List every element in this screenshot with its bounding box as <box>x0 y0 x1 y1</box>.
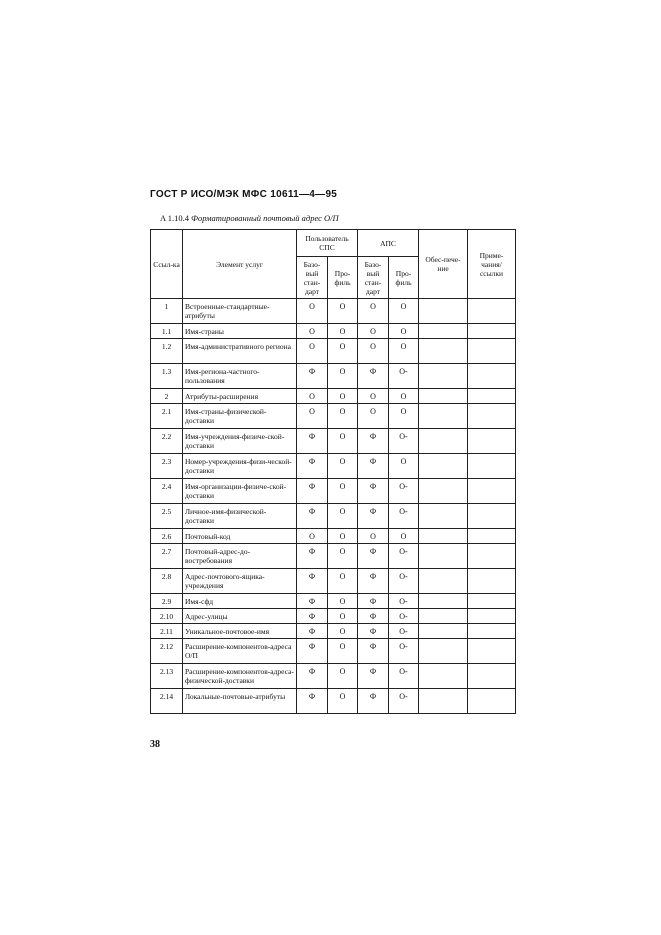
table-row <box>151 429 516 454</box>
header-provision: Обес-пече-ние <box>419 230 468 299</box>
row-element: Адрес-почтового-ящика-учреждения <box>183 569 297 594</box>
notes-cell <box>468 569 516 594</box>
caption-number: A 1.10.4 <box>160 213 190 223</box>
user-base-value: Ф <box>297 504 328 529</box>
user-base-value: Ф <box>297 594 328 609</box>
ans-base-value: O <box>358 324 389 339</box>
user-profile-value: O <box>328 404 358 429</box>
provision-cell <box>419 544 468 569</box>
user-base-value: O <box>297 389 328 404</box>
caption-text: Форматированный почтовый адрес О/П <box>191 213 339 223</box>
ans-base-value: O <box>358 404 389 429</box>
ans-base-value: Ф <box>358 594 389 609</box>
user-profile-value: O <box>328 529 358 544</box>
row-ref: 2.11 <box>151 624 183 639</box>
page-number: 38 <box>150 739 160 750</box>
row-element: Расширение-компонентов-адреса О/П <box>183 639 297 664</box>
user-base-value: O <box>297 404 328 429</box>
row-ref: 2.1 <box>151 404 183 429</box>
row-ref: 1.1 <box>151 324 183 339</box>
table-row <box>151 299 516 324</box>
user-profile-value: O <box>328 299 358 324</box>
user-profile-value: O <box>328 504 358 529</box>
row-ref: 2.6 <box>151 529 183 544</box>
provision-cell <box>419 299 468 324</box>
user-base-value: O <box>297 529 328 544</box>
row-element: Имя-страны-физической-доставки <box>183 404 297 429</box>
user-base-value: Ф <box>297 429 328 454</box>
provision-cell <box>419 609 468 624</box>
notes-cell <box>468 664 516 689</box>
ans-base-value: Ф <box>358 639 389 664</box>
table-row <box>151 664 516 689</box>
user-base-value: O <box>297 339 328 364</box>
ans-base-value: Ф <box>358 664 389 689</box>
table-row <box>151 529 516 544</box>
notes-cell <box>468 529 516 544</box>
row-element: Почтовый-код <box>183 529 297 544</box>
provision-cell <box>419 429 468 454</box>
user-profile-value: O <box>328 689 358 714</box>
ans-profile-value: O- <box>389 479 419 504</box>
table-caption <box>160 213 339 223</box>
row-ref: 1 <box>151 299 183 324</box>
notes-cell <box>468 324 516 339</box>
ans-profile-value: O <box>389 339 419 364</box>
provision-cell <box>419 664 468 689</box>
row-element: Имя-сфд <box>183 594 297 609</box>
header-ans-profile: Про-филь <box>389 257 419 299</box>
row-ref: 1.3 <box>151 364 183 389</box>
provision-cell <box>419 689 468 714</box>
provision-cell <box>419 569 468 594</box>
ans-profile-value: O- <box>389 504 419 529</box>
user-base-value: Ф <box>297 609 328 624</box>
user-profile-value: O <box>328 594 358 609</box>
ans-base-value: O <box>358 529 389 544</box>
notes-cell <box>468 389 516 404</box>
row-ref: 2.7 <box>151 544 183 569</box>
notes-cell <box>468 639 516 664</box>
row-ref: 2.5 <box>151 504 183 529</box>
ans-profile-value: O- <box>389 594 419 609</box>
table-row <box>151 454 516 479</box>
notes-cell <box>468 609 516 624</box>
provision-cell <box>419 639 468 664</box>
provision-cell <box>419 594 468 609</box>
table-row <box>151 389 516 404</box>
table-row <box>151 404 516 429</box>
user-profile-value: O <box>328 479 358 504</box>
table-row <box>151 324 516 339</box>
provision-cell <box>419 364 468 389</box>
user-profile-value: O <box>328 569 358 594</box>
header-user-base: Базо-вый стан-дарт <box>297 257 328 299</box>
table-row <box>151 569 516 594</box>
notes-cell <box>468 339 516 364</box>
notes-cell <box>468 404 516 429</box>
notes-cell <box>468 299 516 324</box>
provision-cell <box>419 454 468 479</box>
user-base-value: O <box>297 299 328 324</box>
user-profile-value: O <box>328 664 358 689</box>
row-element: Атрибуты-расширения <box>183 389 297 404</box>
ans-profile-value: O <box>389 299 419 324</box>
row-element: Почтовый-адрес-до-востребования <box>183 544 297 569</box>
ans-profile-value: O- <box>389 609 419 624</box>
provision-cell <box>419 389 468 404</box>
row-element: Личное-имя-физической-доставки <box>183 504 297 529</box>
row-element: Локальные-почтовые-атрибуты <box>183 689 297 714</box>
ans-profile-value: O- <box>389 624 419 639</box>
row-ref: 2.4 <box>151 479 183 504</box>
ans-base-value: Ф <box>358 544 389 569</box>
header-element: Элемент услуг <box>183 230 297 299</box>
table-row <box>151 364 516 389</box>
notes-cell <box>468 504 516 529</box>
ans-profile-value: O- <box>389 639 419 664</box>
table-row <box>151 339 516 364</box>
notes-cell <box>468 479 516 504</box>
table-row <box>151 609 516 624</box>
user-profile-value: O <box>328 639 358 664</box>
user-profile-value: O <box>328 324 358 339</box>
user-base-value: Ф <box>297 624 328 639</box>
table-row <box>151 504 516 529</box>
user-base-value: Ф <box>297 364 328 389</box>
row-ref: 2.13 <box>151 664 183 689</box>
header-ans-group: АПС <box>358 230 419 257</box>
header-notes: Приме-чания/ ссылки <box>468 230 516 299</box>
notes-cell <box>468 689 516 714</box>
row-ref: 1.2 <box>151 339 183 364</box>
ans-profile-value: O <box>389 454 419 479</box>
ans-profile-value: O <box>389 389 419 404</box>
provision-cell <box>419 624 468 639</box>
user-profile-value: O <box>328 544 358 569</box>
ans-base-value: Ф <box>358 364 389 389</box>
user-base-value: Ф <box>297 454 328 479</box>
row-element: Номер-учреждения-физи-ческой-доставки <box>183 454 297 479</box>
ans-base-value: Ф <box>358 609 389 624</box>
header-user-profile: Про-филь <box>328 257 358 299</box>
user-profile-value: O <box>328 609 358 624</box>
row-element: Имя-учреждения-физиче-ской-доставки <box>183 429 297 454</box>
notes-cell <box>468 429 516 454</box>
provision-cell <box>419 504 468 529</box>
row-element: Расширение-компонентов-адреса-физической-доставки <box>183 664 297 689</box>
ans-profile-value: O- <box>389 689 419 714</box>
user-base-value: Ф <box>297 664 328 689</box>
row-ref: 2.14 <box>151 689 183 714</box>
row-element: Встроенные-стандартные-атрибуты <box>183 299 297 324</box>
ans-profile-value: O- <box>389 544 419 569</box>
user-base-value: Ф <box>297 689 328 714</box>
ans-base-value: Ф <box>358 504 389 529</box>
table-row <box>151 624 516 639</box>
ans-base-value: O <box>358 389 389 404</box>
row-element: Имя-организации-физиче-ской-доставки <box>183 479 297 504</box>
table-row <box>151 479 516 504</box>
user-profile-value: O <box>328 339 358 364</box>
header-user-group: Пользователь СПС <box>297 230 358 257</box>
user-profile-value: O <box>328 429 358 454</box>
ans-base-value: Ф <box>358 454 389 479</box>
user-base-value: O <box>297 324 328 339</box>
document-title: ГОСТ Р ИСО/МЭК МФС 10611—4—95 <box>150 189 338 200</box>
table-row <box>151 639 516 664</box>
user-profile-value: O <box>328 364 358 389</box>
provision-cell <box>419 324 468 339</box>
table-row <box>151 594 516 609</box>
ans-profile-value: O- <box>389 429 419 454</box>
row-ref: 2.2 <box>151 429 183 454</box>
user-base-value: Ф <box>297 569 328 594</box>
notes-cell <box>468 364 516 389</box>
row-ref: 2.9 <box>151 594 183 609</box>
header-ref: Ссыл-ка <box>151 230 183 299</box>
row-ref: 2.12 <box>151 639 183 664</box>
row-ref: 2.8 <box>151 569 183 594</box>
user-base-value: Ф <box>297 639 328 664</box>
notes-cell <box>468 594 516 609</box>
row-element: Имя-страны <box>183 324 297 339</box>
provision-cell <box>419 479 468 504</box>
user-base-value: Ф <box>297 544 328 569</box>
ans-profile-value: O <box>389 529 419 544</box>
table-row <box>151 544 516 569</box>
ans-profile-value: O <box>389 324 419 339</box>
ans-base-value: Ф <box>358 569 389 594</box>
row-ref: 2.3 <box>151 454 183 479</box>
ans-profile-value: O- <box>389 364 419 389</box>
ans-profile-value: O <box>389 404 419 429</box>
user-profile-value: O <box>328 389 358 404</box>
row-ref: 2.10 <box>151 609 183 624</box>
services-table <box>150 229 516 714</box>
notes-cell <box>468 454 516 479</box>
row-element: Адрес-улицы <box>183 609 297 624</box>
user-profile-value: O <box>328 624 358 639</box>
table-row <box>151 689 516 714</box>
ans-base-value: Ф <box>358 689 389 714</box>
row-element: Имя-административного региона <box>183 339 297 364</box>
ans-profile-value: O- <box>389 664 419 689</box>
notes-cell <box>468 624 516 639</box>
ans-base-value: O <box>358 299 389 324</box>
ans-profile-value: O- <box>389 569 419 594</box>
provision-cell <box>419 339 468 364</box>
row-element: Уникальное-почтовое-имя <box>183 624 297 639</box>
ans-base-value: Ф <box>358 479 389 504</box>
header-ans-base: Базо-вый стан-дарт <box>358 257 389 299</box>
user-profile-value: O <box>328 454 358 479</box>
ans-base-value: O <box>358 339 389 364</box>
ans-base-value: Ф <box>358 429 389 454</box>
provision-cell <box>419 529 468 544</box>
provision-cell <box>419 404 468 429</box>
notes-cell <box>468 544 516 569</box>
row-element: Имя-региона-частного-пользования <box>183 364 297 389</box>
row-ref: 2 <box>151 389 183 404</box>
user-base-value: Ф <box>297 479 328 504</box>
ans-base-value: Ф <box>358 624 389 639</box>
